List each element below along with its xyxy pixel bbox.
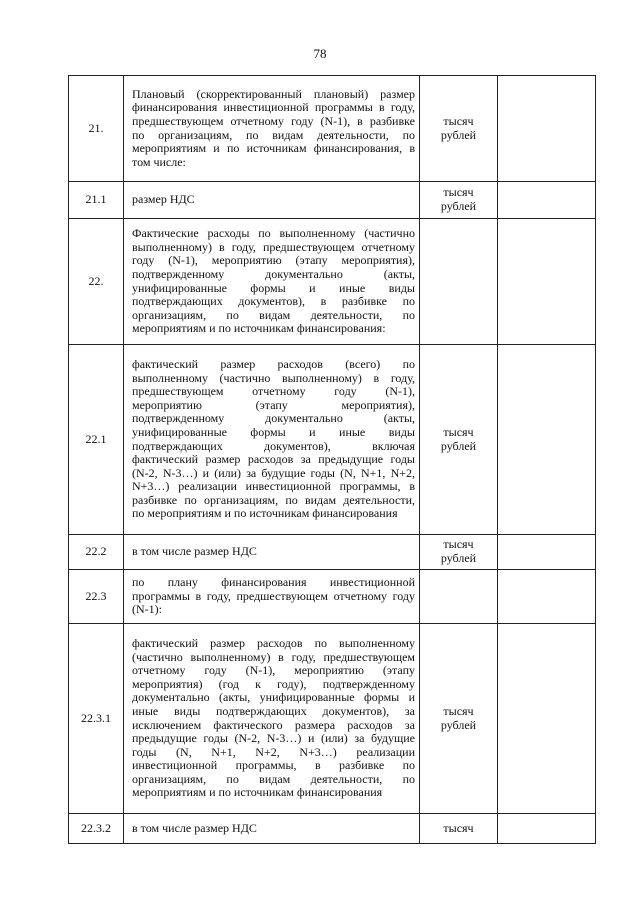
row-unit bbox=[420, 182, 498, 219]
description-line: N+3…) реализации инвестиционной программы, в bbox=[132, 479, 415, 494]
description-line: году (N-1), мероприятию (этапу мероприятия), bbox=[132, 253, 415, 268]
value-cell bbox=[498, 570, 596, 624]
description-line: мероприятию (этапу мероприятия), bbox=[132, 397, 415, 412]
table-row bbox=[69, 814, 596, 844]
description-line: мероприятиям и по источникам финансирования bbox=[132, 785, 383, 800]
description-line: Фактические расходы по выполненному (частично bbox=[132, 226, 415, 241]
description-line: предшествующем отчетному году (N-1), в разбивке bbox=[132, 113, 415, 128]
row-number: 22.1 bbox=[69, 345, 124, 535]
description-line: в том числе размер НДС bbox=[132, 544, 257, 559]
description-line: предыдущие годы (N-2, N-3…) и (или) за будущие bbox=[132, 731, 415, 746]
value-cell bbox=[498, 219, 596, 345]
row-unit bbox=[420, 814, 498, 844]
unit-line: рублей bbox=[440, 127, 477, 142]
description-line: иные виды подтверждающих документов), за bbox=[132, 703, 415, 718]
unit-line: тысяч bbox=[443, 113, 474, 128]
page-number: 78 bbox=[313, 46, 327, 61]
unit-line: тысяч bbox=[443, 185, 474, 200]
description-line: годы (N, N+1, N+2, N+3…) реализации bbox=[132, 744, 415, 759]
value-cell bbox=[498, 345, 596, 535]
description-line: фактический размер расходов за предыдущие годы bbox=[132, 452, 415, 467]
row-number: 22. bbox=[69, 219, 124, 345]
indicator-table bbox=[68, 75, 596, 844]
row-description bbox=[124, 535, 420, 570]
description-line: подтверждающих документов), в разбивке по bbox=[132, 294, 415, 309]
description-line: инвестиционной программы, в разбивке по bbox=[132, 758, 415, 773]
description-line: в том числе размер НДС bbox=[132, 820, 257, 835]
row-unit bbox=[420, 535, 498, 570]
row-unit bbox=[420, 76, 498, 182]
description-line: документально (акты, унифицированные формы и bbox=[132, 690, 415, 705]
description-line: по организациям, по видам деятельности, по bbox=[132, 127, 415, 142]
value-cell bbox=[498, 182, 596, 219]
row-description bbox=[124, 345, 420, 535]
table-row bbox=[69, 219, 596, 345]
description-line: организациям, по видам деятельности, по bbox=[132, 771, 415, 786]
unit-line: тысяч bbox=[443, 424, 474, 439]
table-row bbox=[69, 570, 596, 624]
row-description bbox=[124, 814, 420, 844]
description-line: мероприятиям и по источникам финансирования, в bbox=[132, 141, 415, 156]
description-line: (частично выполненному) в году, предшествующем bbox=[132, 649, 415, 664]
description-line: по плану финансирования инвестиционной bbox=[132, 575, 415, 590]
description-line: выполненному (частично выполненному) в году, bbox=[132, 370, 415, 385]
description-line: унифицированные формы и иные виды bbox=[132, 280, 415, 295]
value-cell bbox=[498, 814, 596, 844]
description-line: размер НДС bbox=[132, 192, 195, 207]
unit-line: рублей bbox=[440, 717, 477, 732]
value-cell bbox=[498, 624, 596, 814]
table-row bbox=[69, 182, 596, 219]
description-line: подтвержденному документально (акты, bbox=[132, 266, 415, 281]
row-number: 21.1 bbox=[69, 182, 124, 219]
row-description bbox=[124, 624, 420, 814]
description-line: по мероприятиям и по источникам финансирования bbox=[132, 506, 398, 521]
description-line: (N-2, N-3…) и (или) за будущие годы (N, N+1, N+2, bbox=[132, 465, 415, 480]
table-row bbox=[69, 624, 596, 814]
row-unit bbox=[420, 570, 498, 624]
description-line: выполненному) в году, предшествующем отчетному bbox=[132, 239, 415, 254]
description-line: разбивке по организациям, по видам деятельности, bbox=[132, 492, 415, 507]
row-description bbox=[124, 76, 420, 182]
description-line: финансирования инвестиционной программы в году, bbox=[132, 100, 415, 115]
description-line: исключением фактического размера расходов за bbox=[132, 717, 415, 732]
row-number: 22.3 bbox=[69, 570, 124, 624]
unit-line: тысяч bbox=[443, 537, 474, 552]
row-number: 22.3.2 bbox=[69, 814, 124, 844]
unit-line: рублей bbox=[440, 551, 477, 565]
description-line: фактический размер расходов (всего) по bbox=[132, 356, 415, 371]
unit-line: рублей bbox=[440, 199, 477, 213]
row-description bbox=[124, 182, 420, 219]
description-line: программы в году, предшествующем отчетному году bbox=[132, 588, 415, 603]
description-line: фактический размер расходов по выполненному bbox=[132, 635, 415, 650]
row-number: 22.2 bbox=[69, 535, 124, 570]
unit-line: тысяч bbox=[443, 820, 474, 835]
table-row bbox=[69, 76, 596, 182]
description-line: том числе: bbox=[132, 154, 186, 169]
description-line: мероприятиям и по источникам финансирования: bbox=[132, 321, 386, 336]
description-line: Плановый (скорректированный плановый) размер bbox=[132, 86, 415, 101]
description-line: подтвержденному документально (акты, bbox=[132, 411, 415, 426]
description-line: организациям, по видам деятельности, по bbox=[132, 307, 415, 322]
table-row bbox=[69, 345, 596, 535]
row-number: 21. bbox=[69, 76, 124, 182]
unit-line: тысяч bbox=[443, 703, 474, 718]
row-description bbox=[124, 570, 420, 624]
value-cell bbox=[498, 76, 596, 182]
row-number: 22.3.1 bbox=[69, 624, 124, 814]
description-line: отчетному году (N-1), мероприятию (этапу bbox=[132, 663, 415, 678]
description-line: (N-1): bbox=[132, 602, 162, 617]
row-unit bbox=[420, 219, 498, 345]
description-line: мероприятия) (год к году), подтвержденному bbox=[132, 676, 415, 691]
description-line: унифицированные формы и иные виды bbox=[132, 424, 415, 439]
unit-line: рублей bbox=[440, 438, 477, 453]
description-line: предшествующем отчетному году (N-1), bbox=[132, 384, 415, 399]
row-unit bbox=[420, 345, 498, 535]
description-line: подтверждающих документов), включая bbox=[132, 438, 415, 453]
value-cell bbox=[498, 535, 596, 570]
table-row bbox=[69, 535, 596, 570]
row-unit bbox=[420, 624, 498, 814]
row-description bbox=[124, 219, 420, 345]
